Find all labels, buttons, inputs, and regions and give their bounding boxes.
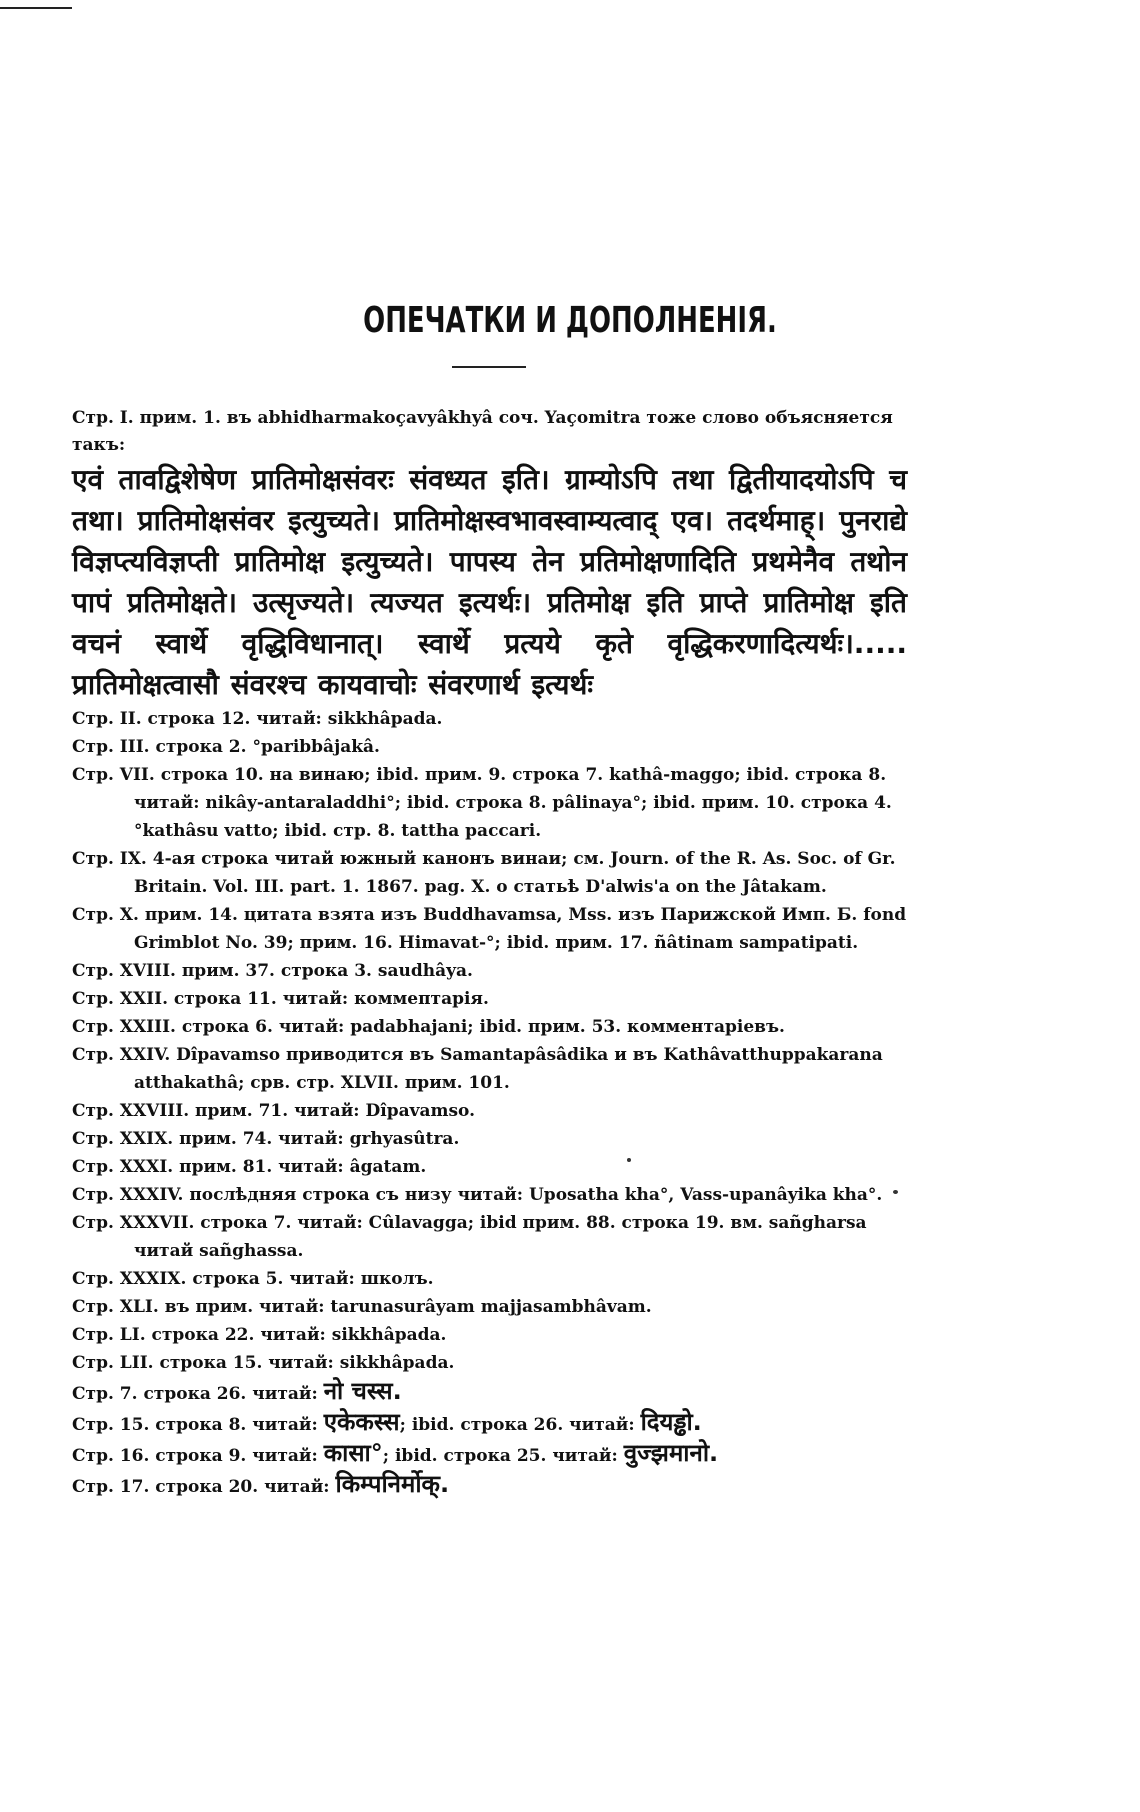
errata-entry: Стр. XXIX. прим. 74. читай: grhyasûtra. bbox=[72, 1129, 460, 1149]
errata-entry: Стр. LII. строка 15. читай: sikkhâpada. bbox=[72, 1353, 455, 1373]
title-divider bbox=[452, 366, 526, 368]
sanskrit-correction: वुज्झमानो. bbox=[623, 1439, 719, 1467]
errata-entry bbox=[72, 1470, 907, 1501]
errata-entry: Стр. XXIII. строка 6. читай: padabhajani; ibid. прим. 53. комментаріевъ. bbox=[72, 1017, 785, 1037]
errata-entry bbox=[72, 1439, 907, 1470]
sanskrit-correction: दियड्ढो. bbox=[640, 1408, 702, 1436]
errata-list bbox=[72, 405, 907, 1501]
errata-entry: Стр. II. строка 12. читай: sikkhâpada. bbox=[72, 709, 443, 729]
errata-entry bbox=[72, 1377, 907, 1408]
errata-entry: Стр. XXII. строка 11. читай: коммептарія. bbox=[72, 989, 489, 1009]
errata-entry: Стр. I. прим. 1. въ abhidharmakoçavyâkhyâ соч. Yaçomitra тоже слово объясняется такъ: bbox=[72, 408, 893, 455]
entry-label: Стр. 17. строка 20. читай: bbox=[72, 1477, 330, 1497]
sanskrit-correction: किम्पनिर्मोक्. bbox=[335, 1470, 450, 1498]
sanskrit-correction: नो चस्स. bbox=[323, 1377, 402, 1405]
errata-entry: Стр. X. прим. 14. цитата взята изъ Buddhavamsa, Mss. изъ Парижской Имп. Б. fond Grimblot No. 39; прим. 16. Himavat-°; ibid. прим. 17. ñâtinam sampatipati. bbox=[72, 905, 907, 953]
page-title: ОПЕЧАТКИ И ДОПОЛНЕНІЯ. bbox=[363, 300, 777, 341]
entry-text: ; ibid. строка 25. читай: bbox=[382, 1446, 618, 1466]
page-corner-mark bbox=[0, 7, 72, 9]
errata-entry: Стр. XXXI. прим. 81. читай: âgatam. bbox=[72, 1157, 427, 1177]
entry-label: Стр. 15. строка 8. читай: bbox=[72, 1415, 318, 1435]
sanskrit-quote: एवं तावद्विशेषेण प्रातिमोक्षसंवरः संवध्यत इति। ग्राम्योऽपि तथा द्वितीयादयोऽपि च तथा। प्रातिमोक्षसंवर इत्युच्यते। प्रातिमोक्षस्वभावस्वाम्यत्वाद् एव। तदर्थमाह्। पुनराद्ये विज्ञप्त्यविज्ञप्ती प्रातिमोक्ष इत्युच्यते। पापस्य तेन प्रतिमोक्षणादिति प्रथमेनैव तथोन पापं प्रतिमोक्षते। उत्सृज्यते। त्यज्यत इत्यर्थः। प्रतिमोक्ष इति प्राप्ते प्रातिमोक्ष इति वचनं स्वार्थे वृद्धिविधानात्। स्वार्थे प्रत्यये कृते वृद्धिकरणादित्यर्थः।..... प्रातिमोक्षत्वासौ संवरश्च कायवाचोः संवरणार्थ इत्यर्थः bbox=[72, 463, 907, 701]
sanskrit-correction: कासा° bbox=[323, 1439, 383, 1467]
errata-entry: Стр. XVIII. прим. 37. строка 3. saudhâya. bbox=[72, 961, 473, 981]
errata-entry: Стр. LI. строка 22. читай: sikkhâpada. bbox=[72, 1325, 447, 1345]
entry-text: ; ibid. строка 26. читай: bbox=[399, 1415, 635, 1435]
entry-label: Стр. 16. строка 9. читай: bbox=[72, 1446, 318, 1466]
errata-entry: Стр. XXXVII. строка 7. читай: Cûlavagga; ibid прим. 88. строка 19. вм. sañgharsa читай sañghassa. bbox=[72, 1213, 867, 1261]
errata-entry: Стр. XXXIV. послѣдняя строка съ низу читай: Uposatha kha°, Vass-upanâyika kha°. bbox=[72, 1185, 883, 1205]
errata-entry bbox=[72, 1408, 907, 1439]
sanskrit-correction: एकेकस्स bbox=[323, 1408, 400, 1436]
errata-entry: Стр. IX. 4-ая строка читай южный канонъ винаи; см. Journ. of the R. As. Soc. of Gr. Britain. Vol. III. part. 1. 1867. pag. X. о статьѣ D'alwis'a on the Jâtakam. bbox=[72, 849, 896, 897]
errata-entry: Стр. XXXIX. строка 5. читай: школъ. bbox=[72, 1269, 434, 1289]
errata-entry: Стр. III. строка 2. °paribbâjakâ. bbox=[72, 737, 380, 757]
errata-entry: Стр. XLI. въ прим. читай: tarunasurâyam majjasambhâvam. bbox=[72, 1297, 652, 1317]
errata-entry: Стр. XXVIII. прим. 71. читай: Dîpavamso. bbox=[72, 1101, 476, 1121]
errata-entry: Стр. XXIV. Dîpavamso приводится въ Samantapâsâdika и въ Kathâvatthuppakarana atthakathâ; срв. стр. XLVII. прим. 101. bbox=[72, 1045, 883, 1093]
errata-entry: Стр. VII. строка 10. на винаю; ibid. прим. 9. строка 7. kathâ-maggo; ibid. строка 8. читай: nikây-antaraladdhi°; ibid. строка 8. pâlinaya°; ibid. прим. 10. строка 4. °kathâsu vatto; ibid. стр. 8. tattha paccari. bbox=[72, 765, 892, 841]
entry-label: Стр. 7. строка 26. читай: bbox=[72, 1384, 318, 1404]
